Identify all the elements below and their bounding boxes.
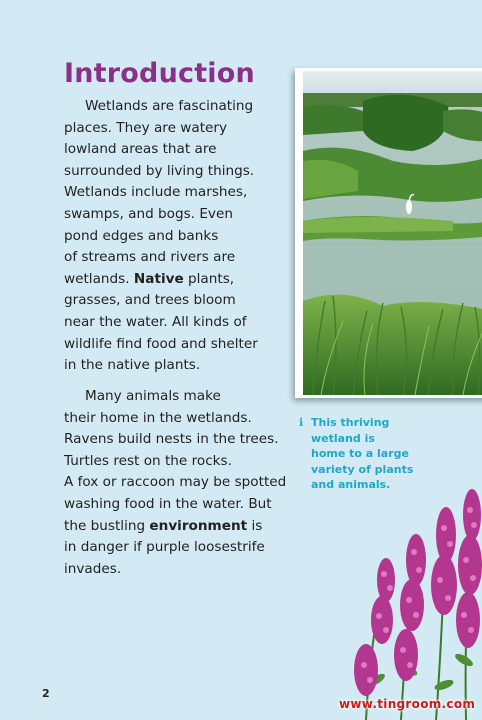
text-line: wildlife find food and shelter	[64, 335, 258, 352]
text-line: Many animals make	[85, 388, 221, 404]
text-line: pond edges and banks	[64, 227, 219, 244]
watermark: www.tingroom.com	[339, 697, 476, 711]
text-segment: is	[251, 517, 263, 534]
second-paragraph	[64, 386, 304, 580]
caption-text: variety of plants	[311, 462, 414, 476]
text-line: invades.	[64, 560, 122, 577]
caption-text: This thriving	[311, 416, 390, 429]
text-line	[64, 269, 304, 291]
text-line: Wetlands are fascinating	[85, 98, 254, 114]
loosestrife-flowers-image	[346, 480, 482, 720]
text-line: A fox or raccoon may be spotted	[64, 474, 287, 491]
text-line: surrounded by living things.	[64, 162, 255, 179]
text-line: in danger if purple loosestrife	[64, 539, 265, 556]
keyword-native: Native	[133, 270, 184, 287]
text-line: their home in the wetlands.	[64, 409, 252, 426]
intro-paragraph	[64, 96, 304, 377]
text-line: Turtles rest on the rocks.	[64, 452, 232, 469]
caption-line	[299, 446, 419, 462]
text-segment: the bustling	[64, 517, 146, 534]
page-number: 2	[42, 687, 50, 700]
wetland-photo-image	[303, 71, 482, 395]
caption-text: wetland is	[311, 431, 375, 445]
text-line: of streams and rivers are	[64, 249, 236, 266]
caption-line	[299, 415, 419, 431]
text-line: washing food in the water. But	[64, 495, 272, 512]
page-title: Introduction	[64, 58, 255, 89]
keyword-environment: environment	[149, 517, 248, 534]
text-line: Wetlands include marshes,	[64, 184, 248, 201]
text-line: Ravens build nests in the trees.	[64, 431, 279, 448]
text-segment: plants,	[188, 270, 235, 287]
caption-text: home to a large	[311, 447, 409, 461]
text-line: lowland areas that are	[64, 141, 217, 158]
info-icon: ℹ	[299, 416, 304, 429]
text-line: swamps, and bogs. Even	[64, 205, 233, 222]
text-segment: wetlands.	[64, 270, 130, 287]
caption-text: and animals.	[311, 478, 391, 492]
caption-line	[299, 462, 419, 478]
text-line: in the native plants.	[64, 357, 201, 374]
wetland-photo	[295, 68, 482, 398]
caption-line	[299, 431, 419, 447]
text-line	[64, 516, 304, 538]
text-line: near the water. All kinds of	[64, 313, 247, 330]
text-line: grasses, and trees bloom	[64, 292, 236, 309]
text-line: places. They are watery	[64, 119, 228, 136]
